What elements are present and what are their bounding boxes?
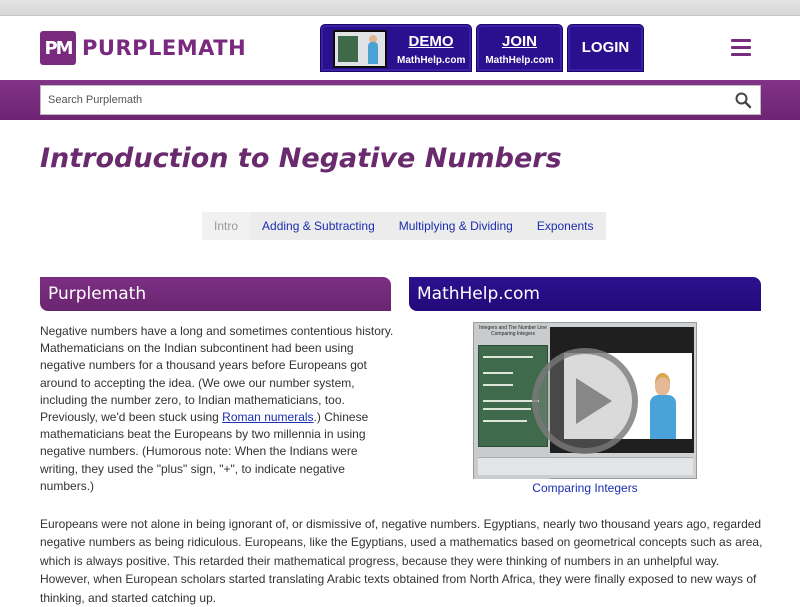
join-sublabel: MathHelp.com (485, 55, 554, 66)
demo-label: DEMO (408, 33, 454, 50)
video-caption-link[interactable]: Comparing Integers (532, 481, 638, 495)
tab-intro[interactable]: Intro (202, 212, 250, 240)
tab-multiplying-dividing[interactable]: Multiplying & Dividing (398, 219, 513, 233)
browser-top-bar (0, 0, 800, 16)
purplemath-section-heading: Purplemath (40, 277, 391, 311)
video-thumbnail[interactable] (473, 322, 697, 479)
hamburger-menu-icon[interactable] (731, 39, 751, 56)
intro-text-before: Negative numbers have a long and sometimes contentious history. Mathematicians on the Indian subcontinent had been using negative numbers for a thousand years before Europeans got around to accepting the idea. (We owe our number system, including the number zero, to Indian mathematicians, too. Previously, we'd been stuck using (40, 324, 394, 425)
intro-paragraph (40, 323, 395, 495)
intro-text-after: .) Chinese mathematicians beat the Europeans by two millennia in using negative numbers. (Humorous note: When the Indians were writing, they used the "plus" sign, "+", to indicate negative numbers.) (40, 410, 369, 493)
tab-exponents[interactable]: Exponents (536, 219, 594, 233)
play-icon[interactable] (532, 348, 638, 454)
demo-thumbnail-image (333, 30, 387, 68)
logo-mark: PM (40, 31, 76, 65)
login-label: LOGIN (581, 39, 630, 56)
video-thumbnail-title: Integers and The Number Line Comparing Integers (479, 325, 547, 337)
search-bar (40, 85, 761, 115)
roman-numerals-link[interactable]: Roman numerals (222, 410, 314, 425)
logo-text: PURPLEMATH (82, 36, 247, 60)
body-paragraph: Europeans were not alone in being ignorant of, or dismissive of, negative numbers. Egyptians, nearly two thousand years ago, regarded negative numbers as being ridiculous. Europeans, like the Egyptians, used a mathematics based on geometrical concepts such as area, which is always positive. This retarded their mathematical progress, because they were thinking of numbers in an unhelpful way. However, when European scholars started translating Arabic texts obtained from North Africa, they were finally exposed to new ways of thinking, and started catching up. (40, 517, 763, 605)
lesson-tabs (202, 212, 606, 240)
search-input[interactable] (41, 86, 731, 114)
purplemath-logo[interactable] (40, 31, 246, 65)
page-title: Introduction to Negative Numbers (40, 143, 562, 174)
demo-button[interactable] (320, 24, 472, 72)
login-button[interactable] (567, 24, 644, 72)
join-button[interactable] (476, 24, 563, 72)
demo-sublabel: MathHelp.com (397, 55, 466, 66)
mathhelp-section-heading: MathHelp.com (409, 277, 761, 311)
search-icon[interactable] (735, 92, 751, 108)
join-label: JOIN (501, 33, 537, 50)
tab-adding-subtracting[interactable]: Adding & Subtracting (262, 219, 375, 233)
